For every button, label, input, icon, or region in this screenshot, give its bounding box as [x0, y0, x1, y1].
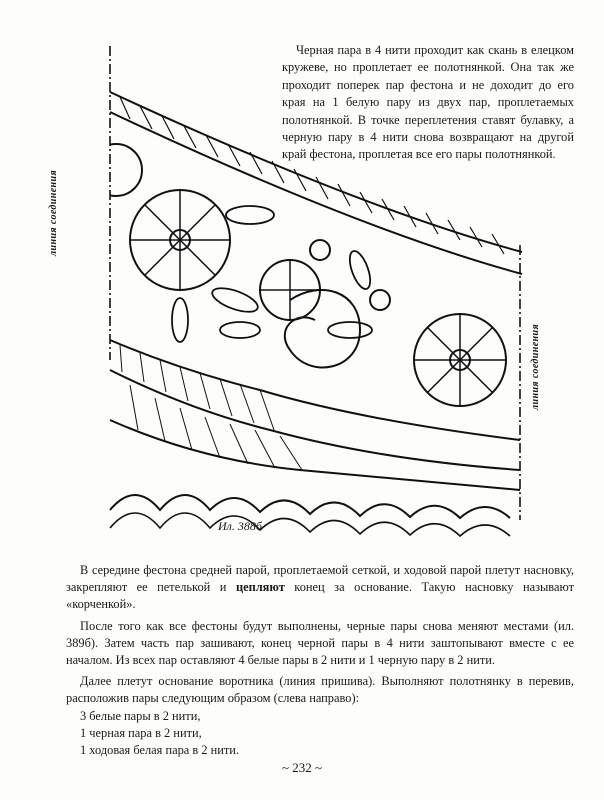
page-number: ~ 232 ~ — [281, 760, 323, 775]
list-item: 1 ходовая белая пара в 2 нити. — [80, 743, 240, 758]
list-item: 3 белые пары в 2 нити, — [80, 708, 201, 723]
bold-term: цепляют — [235, 580, 285, 595]
scalloped-edge — [110, 495, 510, 518]
right-connection-label: линия соединения — [530, 323, 541, 410]
paragraph-2: После того как все фестоны будут выполнены, черные пары снова меняют местами (ил. 389б). Затем часть пар зашивают, конец черной пары в 4 нити заштопывают вместе с ее началом. Из всех пар оставляют 4 белые пары в 2 нити и 1 черную пару в 2 нити. — [66, 618, 574, 668]
fan-hatching — [120, 345, 302, 470]
leaf-petals — [172, 206, 374, 342]
lace-pattern-diagram — [60, 40, 590, 560]
figure-caption: Ил. 388б — [218, 519, 262, 533]
paragraph-1: В середине фестона средней парой, проплетаемой сеткой, и ходовой парой плетут насновку, закрепляют ее петелькой и цепляют конец за основание. Такую насновку называют «корченкой». — [66, 563, 574, 612]
body-text — [66, 562, 574, 759]
left-connection-label: линия соединения — [48, 169, 59, 256]
list-item: 1 черная пара в 2 нити, — [80, 725, 202, 740]
rosettes — [90, 144, 506, 406]
top-paragraph-text: Черная пара в 4 нити проходит как скань в елецком кружеве, но проплетает ее полотнянкой. Она так же проходит поперек пар фестона и не доходит до его края на 1 белую пару из двух пар, проплетаемых полотнянкой. В точке переплетения ставят булавку, а черную пару в 4 нити снова возвращают на другой край фестона, проплетая все его пары полотнянкой. — [282, 43, 574, 162]
paragraph-3: Далее плетут основание воротника (линия пришива). Выполняют полотнянку в перевив, расположив пары следующим образом (слева направо): — [66, 674, 574, 706]
